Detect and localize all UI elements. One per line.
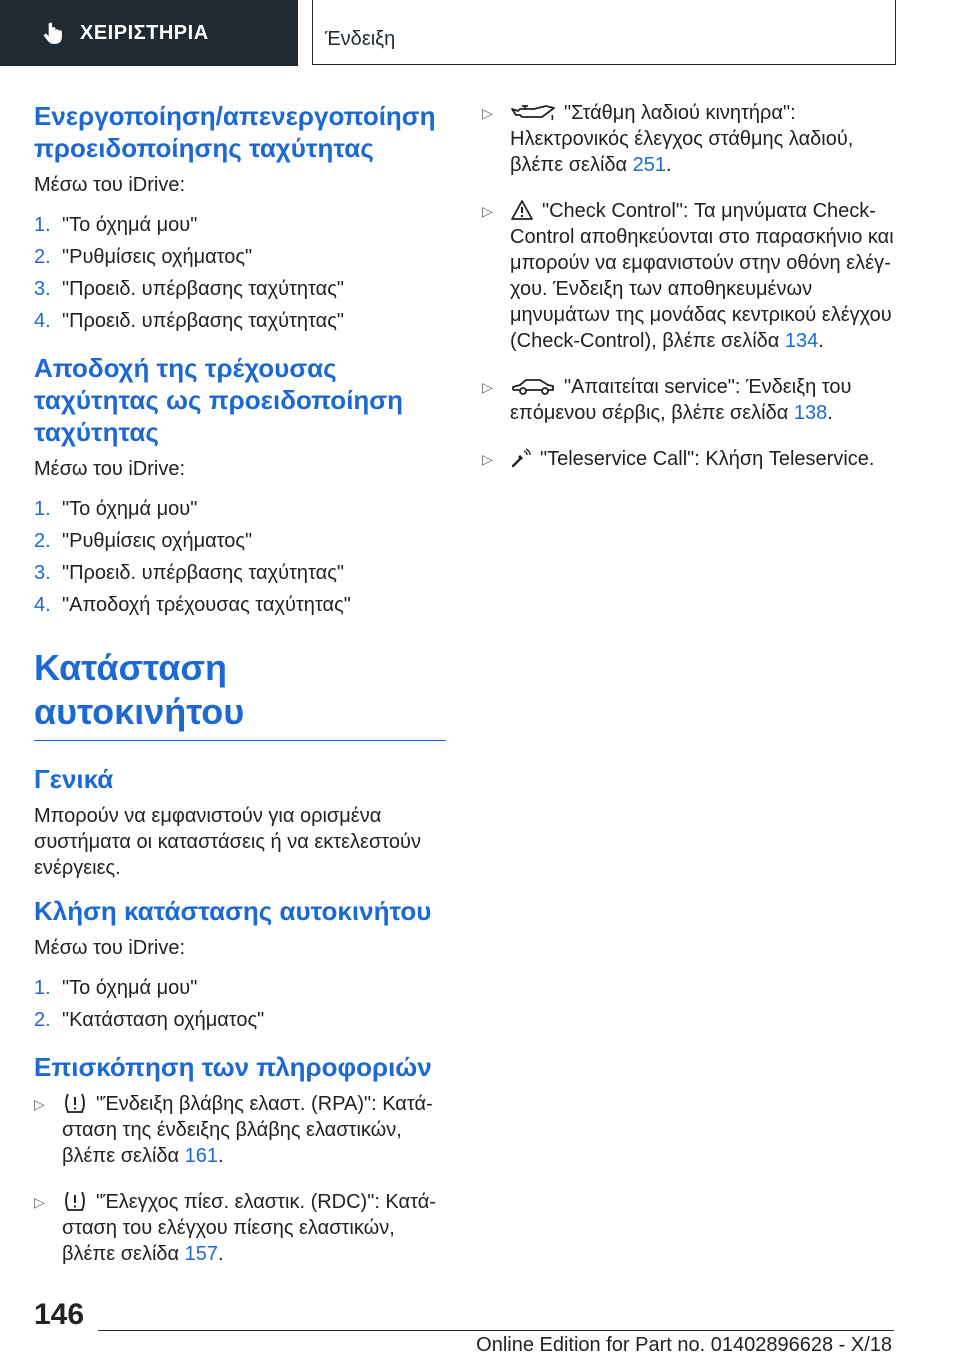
steps-list-3	[34, 975, 446, 1033]
service-car-icon	[510, 377, 556, 397]
left-column	[34, 100, 446, 1287]
info-list-left	[34, 1091, 446, 1267]
page-link-251[interactable]: 251	[632, 154, 667, 176]
steps-list-2	[34, 496, 446, 618]
warning-triangle-icon	[510, 199, 534, 221]
oil-can-icon	[510, 103, 556, 123]
bullet-triangle-icon: ▷	[482, 379, 493, 395]
main-title-vehicle-status: Κατάσταση αυτοκινήτου	[34, 647, 245, 732]
intro-text: Μέσω του iDrive:	[34, 458, 185, 480]
bullet-triangle-icon: ▷	[482, 451, 493, 467]
section-tab	[0, 0, 298, 66]
footer-divider	[98, 1330, 894, 1331]
tire-warning-icon	[62, 1092, 88, 1114]
list-item: 1. "Το όχημά μου"	[34, 214, 198, 236]
breadcrumb-box	[312, 0, 896, 65]
general-body: Μπορούν να εμφανιστούν για ορισμένα συστήματα οι καταστάσεις ή να εκτελεστούν ενέργειες.	[34, 805, 421, 879]
list-item: ▷ "Απαιτείται service": Ένδειξη του επόμενου σέρβις, βλέπε σελίδα 138.	[482, 376, 852, 424]
list-item: 3. "Προειδ. υπέρβασης ταχύτητας"	[34, 562, 344, 584]
page-number: 146	[34, 1298, 85, 1331]
page-link-138[interactable]: 138	[793, 402, 828, 424]
heading-speed-warning-toggle: Ενεργοποίηση/απενεργοποίηση προειδοποίησης ταχύτητας	[34, 101, 436, 163]
list-item: ▷ "Στάθμη λαδιού κινητήρα": Ηλεκτρονικός έλεγχος στάθμης λαδιού, βλέπε σελίδα 251.	[482, 102, 854, 176]
list-item: 2. "Ρυθμίσεις οχήματος"	[34, 530, 253, 552]
page-link-157[interactable]: 157	[184, 1243, 219, 1265]
bullet-triangle-icon: ▷	[482, 105, 493, 121]
heading-general: Γενικά	[34, 764, 114, 794]
list-item: 1. "Το όχημά μου"	[34, 498, 198, 520]
bullet-triangle-icon: ▷	[34, 1096, 45, 1112]
list-item: ▷ "Ένδειξη βλάβης ελαστ. (RPA)": Κατάσταση της ένδειξης βλάβης ελαστικών, βλέπε σελίδα 161.	[34, 1093, 433, 1167]
list-item: 4. "Αποδοχή τρέχουσας ταχύτητας"	[34, 594, 351, 616]
hand-pointer-icon	[40, 20, 66, 46]
intro-text: Μέσω του iDrive:	[34, 174, 185, 196]
page-link-134[interactable]: 134	[784, 330, 819, 352]
right-column	[482, 100, 894, 492]
breadcrumb: Ένδειξη	[325, 28, 396, 50]
list-item: ▷ "Check Control": Τα μηνύματα Check-Control αποθηκεύονται στο παρασκήνιο και μπορούν να εμφανιστούν στην οθόνη ελέγχου. Ένδειξη των αποθηκευμένων μηνυμάτων της μονάδας κεντρικού ελέγχου (Check-Control), βλέπε σελίδα 134.	[482, 200, 894, 352]
list-item: ▷ "Teleservice Call": Κλήση Teleservice.	[482, 448, 875, 470]
edition-text: Online Edition for Part no. 01402896628 - X/18	[476, 1334, 892, 1356]
list-item: 2. "Κατάσταση οχήματος"	[34, 1009, 265, 1031]
bullet-triangle-icon: ▷	[34, 1194, 45, 1210]
list-item: 1. "Το όχημά μου"	[34, 977, 198, 999]
heading-call-status: Κλήση κατάστασης αυτοκινήτου	[34, 896, 432, 926]
page-header	[0, 0, 960, 66]
title-divider	[34, 740, 446, 741]
intro-text: Μέσω του iDrive:	[34, 937, 185, 959]
heading-info-overview: Επισκόπηση των πληροφοριών	[34, 1052, 432, 1082]
list-item: 4. "Προειδ. υπέρβασης ταχύτητας"	[34, 310, 344, 332]
list-item: ▷ "Έλεγχος πίεσ. ελαστικ. (RDC)": Κατάσταση του ελέγχου πίεσης ελαστικών, βλέπε σελίδα 157.	[34, 1191, 436, 1265]
section-title: ΧΕΙΡΙΣΤΗΡΙΑ	[80, 21, 209, 44]
bullet-triangle-icon: ▷	[482, 203, 493, 219]
list-item: 3. "Προειδ. υπέρβασης ταχύτητας"	[34, 278, 344, 300]
heading-accept-current-speed: Αποδοχή της τρέχουσας ταχύτητας ως προειδοποίηση ταχύτητας	[34, 353, 403, 447]
page-link-161[interactable]: 161	[184, 1145, 219, 1167]
wrench-call-icon	[510, 447, 532, 469]
steps-list-1	[34, 212, 446, 334]
tire-pressure-icon	[62, 1190, 88, 1212]
info-list-right	[482, 100, 894, 472]
list-item: 2. "Ρυθμίσεις οχήματος"	[34, 246, 253, 268]
